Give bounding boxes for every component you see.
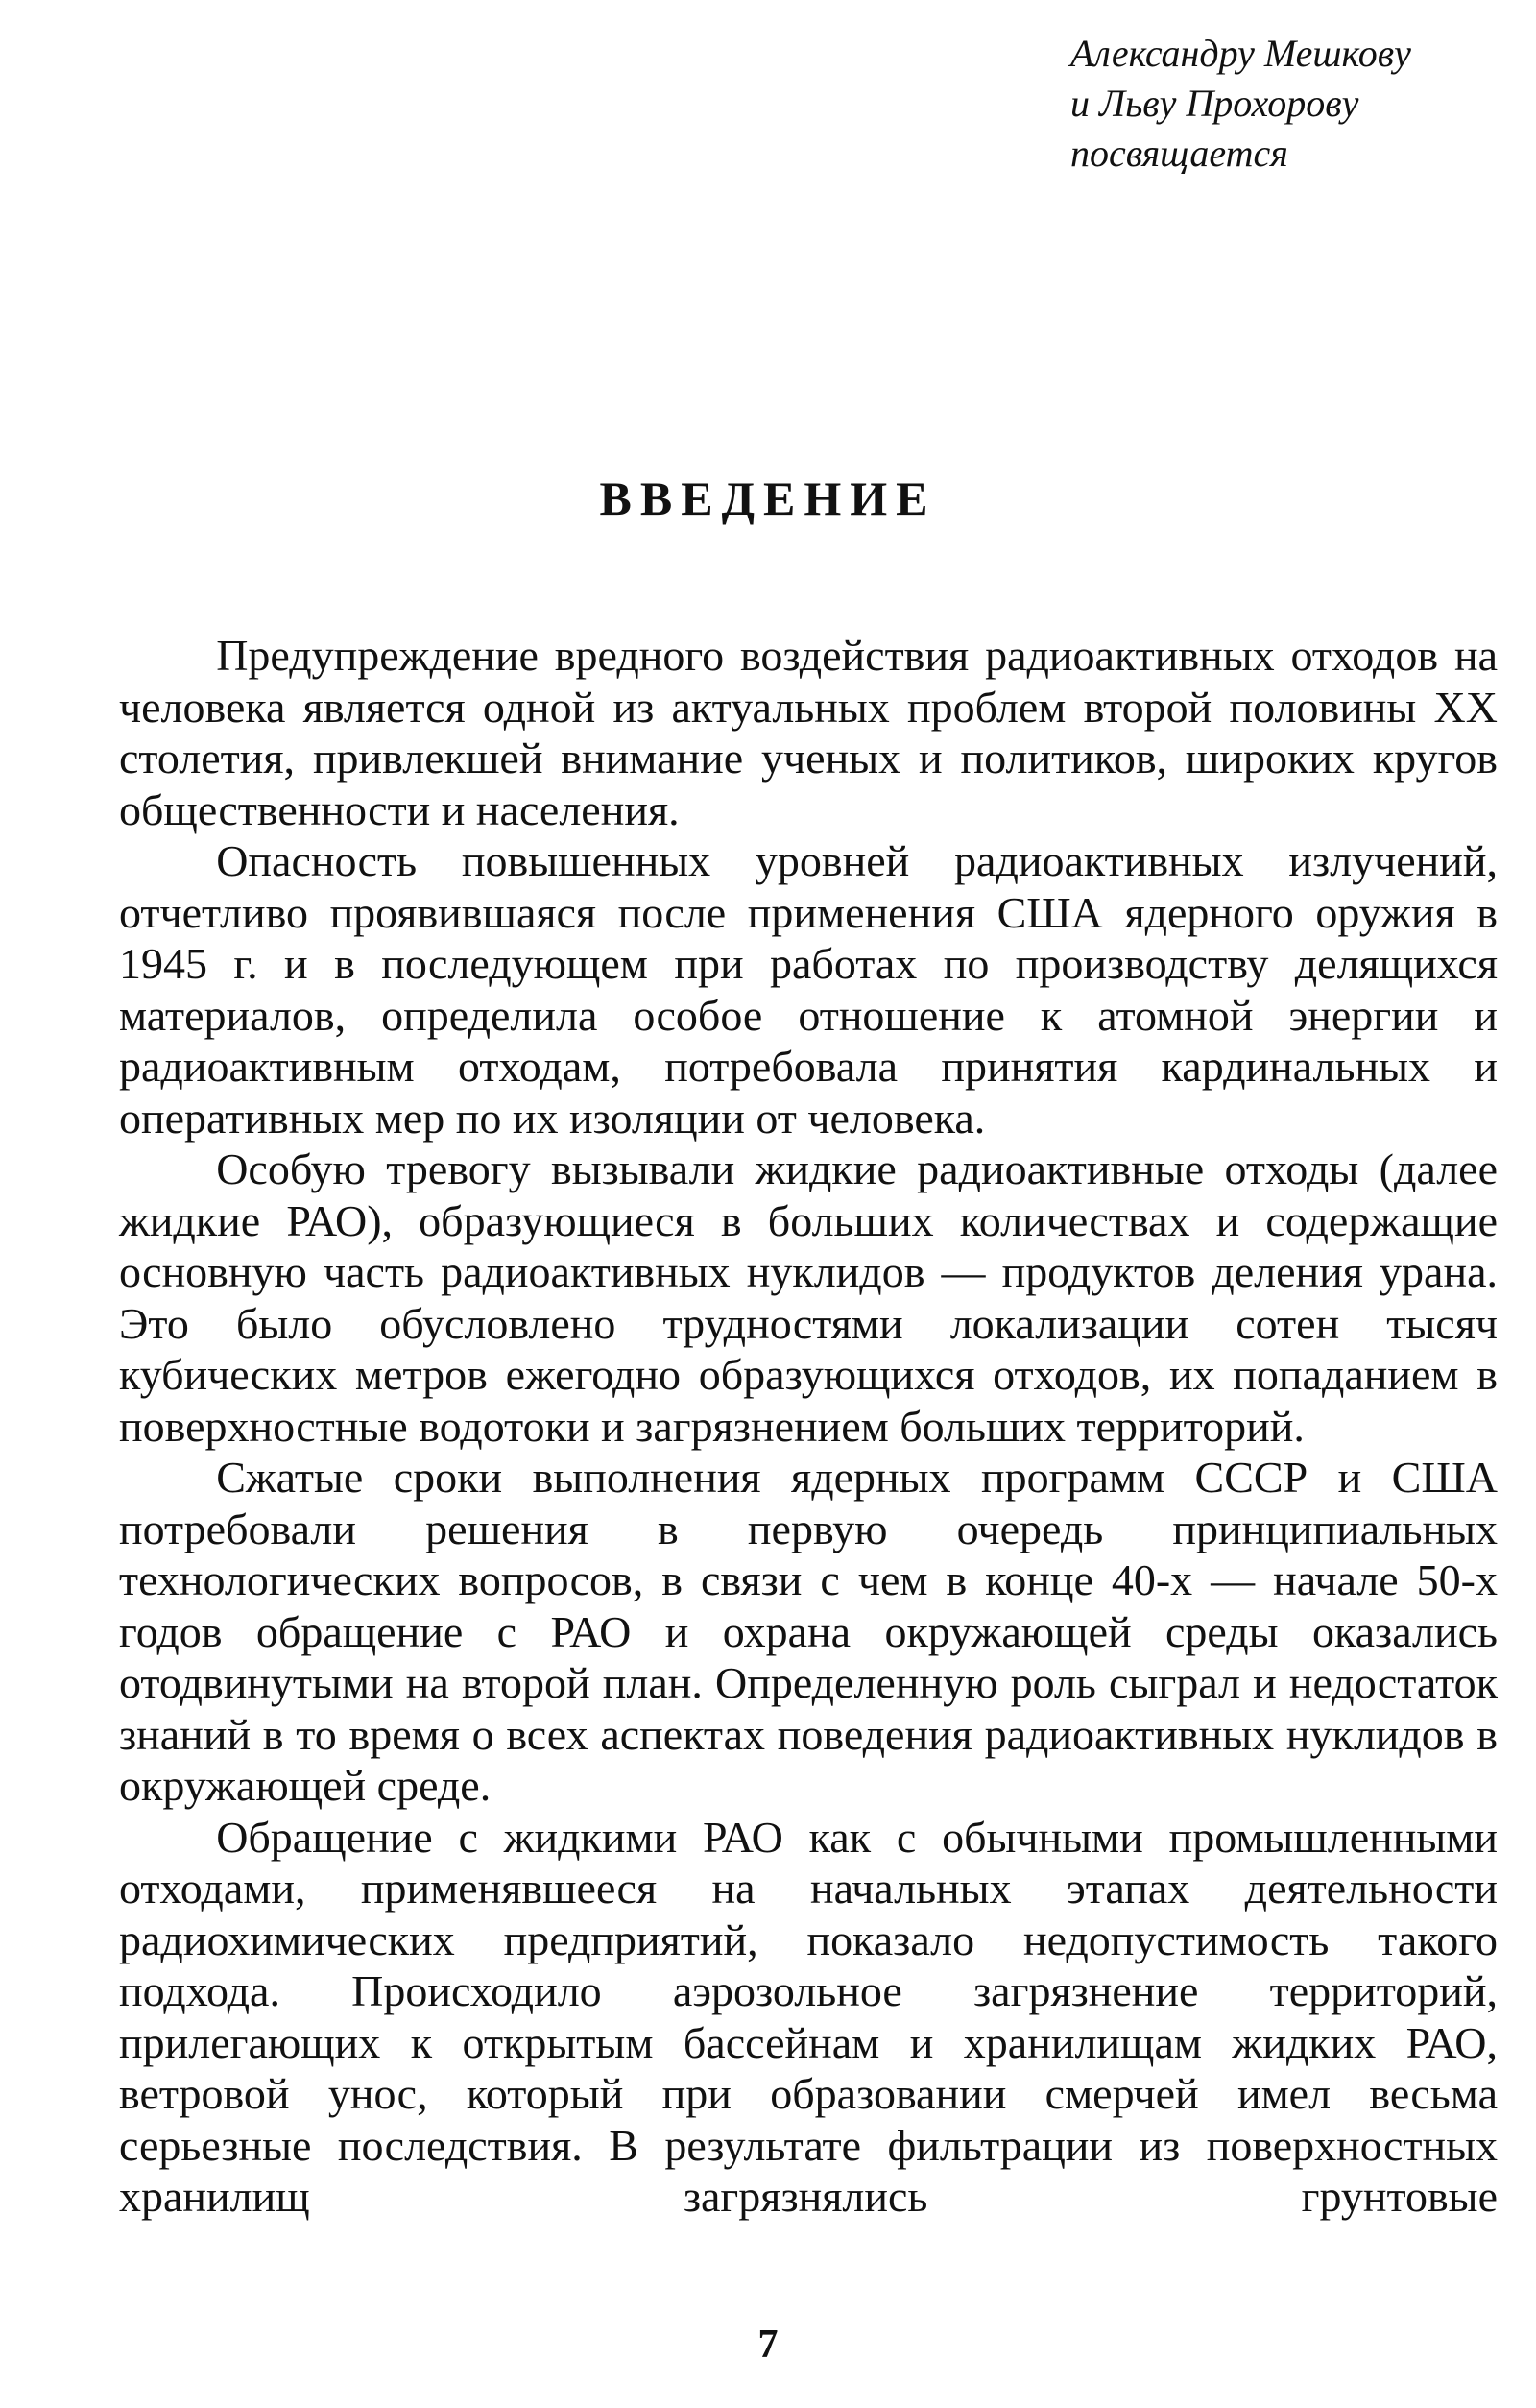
body-text	[119, 630, 1498, 2223]
paragraph-5: Обращение с жидкими РАО как с обычными промышленными отходами, применявшееся на начальных этапах деятельности радиохимических предприятий, показало недопустимость такого подхода. Происходило аэрозольное загрязнение территорий, прилегающих к открытым бассейнам и хранилищам жидких РАО, ветровой унос, который при образовании смерчей имел весьма серьезные последствия. В результате фильтрации из поверхностных хранилищ загрязнялись грунтовые	[119, 1812, 1498, 2221]
dedication-line-2: и Льву Прохорову	[1070, 82, 1359, 125]
paragraph-3: Особую тревогу вызывали жидкие радиоактивные отходы (далее жидкие РАО), образующиеся в больших количествах и содержащие основную часть радиоактивных нуклидов — продуктов деления урана. Это было обусловлено трудностями локализации сотен тысяч кубических метров ежегодно образующихся отходов, их попаданием в поверхностные водотоки и загрязнением больших территорий.	[119, 1144, 1498, 1451]
dedication-line-3: посвящается	[1070, 132, 1288, 175]
dedication-line-1: Александру Мешкову	[1070, 32, 1411, 75]
page-number: 7	[757, 2323, 779, 2367]
paragraph-2: Опасность повышенных уровней радиоактивных излучений, отчетливо проявившаяся после применения США ядерного оружия в 1945 г. и в последующем при работах по производству делящихся материалов, определила особое отношение к атомной энергии и радиоактивным отходам, потребовала принятия кардинальных и оперативных мер по их изоляции от человека.	[119, 836, 1498, 1143]
paragraph-4: Сжатые сроки выполнения ядерных программ СССР и США потребовали решения в первую очередь принципиальных технологических вопросов, в связи с чем в конце 40-х — начале 50-х годов обращение с РАО и охрана окружающей среды оказались отодвинутыми на второй план. Определенную роль сыграл и недостаток знаний в то время о всех аспектах поведения радиоактивных нуклидов в окружающей среде.	[119, 1453, 1498, 1810]
chapter-heading: ВВЕДЕНИЕ	[599, 471, 937, 525]
paragraph-1: Предупреждение вредного воздействия радиоактивных отходов на человека является одной из актуальных проблем второй половины XX столетия, привлекшей внимание ученых и политиков, широких кругов общественности и населения.	[119, 631, 1498, 834]
dedication	[1070, 29, 1512, 179]
